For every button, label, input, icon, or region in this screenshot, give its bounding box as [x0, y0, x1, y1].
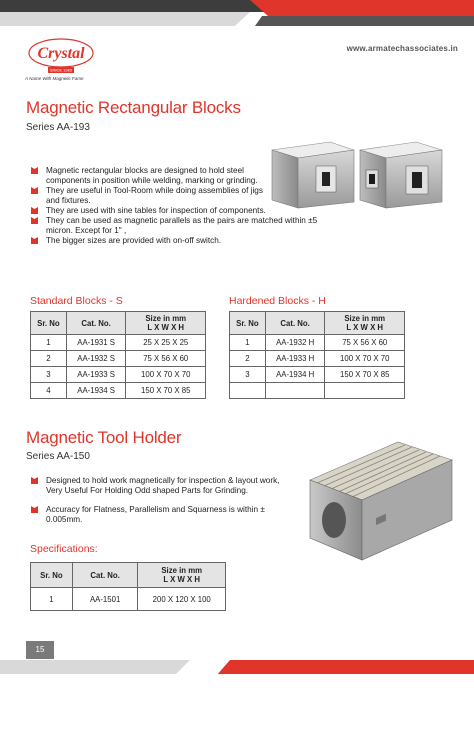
col-header-sr-no: Sr. No: [31, 563, 73, 588]
website-url[interactable]: www.armatechassociates.in: [346, 44, 458, 53]
col-header-sr-no: Sr. No: [230, 312, 266, 335]
list-item: Accuracy for Flatness, Parallelism and Squarness is within ± 0.005mm.: [30, 505, 295, 525]
bullet-icon: [31, 237, 38, 244]
section-title-rectangular-blocks: Magnetic Rectangular Blocks: [26, 98, 241, 117]
bullet-icon: [31, 167, 38, 174]
series-aa-150: Series AA-150: [26, 451, 90, 462]
list-item: Magnetic rectangular blocks are designed to hold steel components in position while welding, marking or grinding.: [30, 166, 276, 186]
col-header-cat-no: Cat. No.: [66, 312, 126, 335]
list-item: They are useful in Tool-Room while doing assemblies of jigs and fixtures.: [30, 186, 276, 206]
logo-text: Crystal: [37, 45, 85, 62]
bullet-icon: [31, 477, 38, 484]
crystal-logo: [26, 36, 96, 76]
table-row: 1 AA-1931 S 25 X 25 X 25: [31, 335, 206, 351]
col-header-size: Size in mm L X W X H: [138, 563, 226, 588]
standard-blocks-title: Standard Blocks - S: [30, 295, 123, 307]
page-number: 15: [35, 645, 45, 654]
table-row: 1 AA-1501 200 X 120 X 100: [31, 588, 226, 611]
col-header-sr-no: Sr. No: [31, 312, 67, 335]
top-decor-band: [0, 0, 474, 30]
col-header-cat-no: Cat. No.: [72, 563, 138, 588]
bottom-decor-band: [0, 656, 474, 730]
hardened-blocks-table: [229, 311, 405, 399]
list-item: Designed to hold work magnetically for inspection & layout work, Very Useful For Holding Odd shaped Parts for Grinding.: [30, 476, 295, 496]
col-header-size: Size in mm L X W X H: [325, 312, 405, 335]
bullet-icon: [31, 217, 38, 224]
table-header-row: [230, 312, 405, 335]
col-header-size: Size in mm L X W X H: [126, 312, 206, 335]
series-aa-193: Series AA-193: [26, 122, 90, 133]
section-title-tool-holder: Magnetic Tool Holder: [26, 428, 182, 447]
col-header-cat-no: Cat. No.: [265, 312, 325, 335]
tool-holder-image: [300, 438, 460, 568]
list-item: They can be used as magnetic parallels as the pairs are matched within ±5 micron. Except for 1" ,: [30, 216, 346, 236]
table-row: 2 AA-1932 S 75 X 56 X 60: [31, 351, 206, 367]
specifications-table: [30, 562, 226, 611]
bullet-icon: [31, 207, 38, 214]
logo-since: SINCE 1985: [49, 67, 73, 73]
bullet-icon: [31, 506, 38, 513]
table-row: 4 AA-1934 S 150 X 70 X 85: [31, 383, 206, 399]
table-row: 3 AA-1933 S 100 X 70 X 70: [31, 367, 206, 383]
section2-bullets: [30, 476, 295, 525]
list-item: They are used with sine tables for inspection of components.: [30, 206, 276, 216]
table-header-row: [31, 312, 206, 335]
table-row: [230, 383, 405, 399]
table-row: 1 AA-1932 H 75 X 56 X 60: [230, 335, 405, 351]
standard-blocks-table: [30, 311, 206, 399]
tagline: A Name With Magnetic Fame: [25, 76, 84, 81]
table-header-row: [31, 563, 226, 588]
specifications-title: Specifications:: [30, 543, 98, 555]
hardened-blocks-title: Hardened Blocks - H: [229, 295, 326, 307]
bullet-icon: [31, 187, 38, 194]
list-item: The bigger sizes are provided with on-off switch.: [30, 236, 346, 246]
section1-bullets: [30, 166, 340, 246]
table-row: 2 AA-1933 H 100 X 70 X 70: [230, 351, 405, 367]
table-row: 3 AA-1934 H 150 X 70 X 85: [230, 367, 405, 383]
